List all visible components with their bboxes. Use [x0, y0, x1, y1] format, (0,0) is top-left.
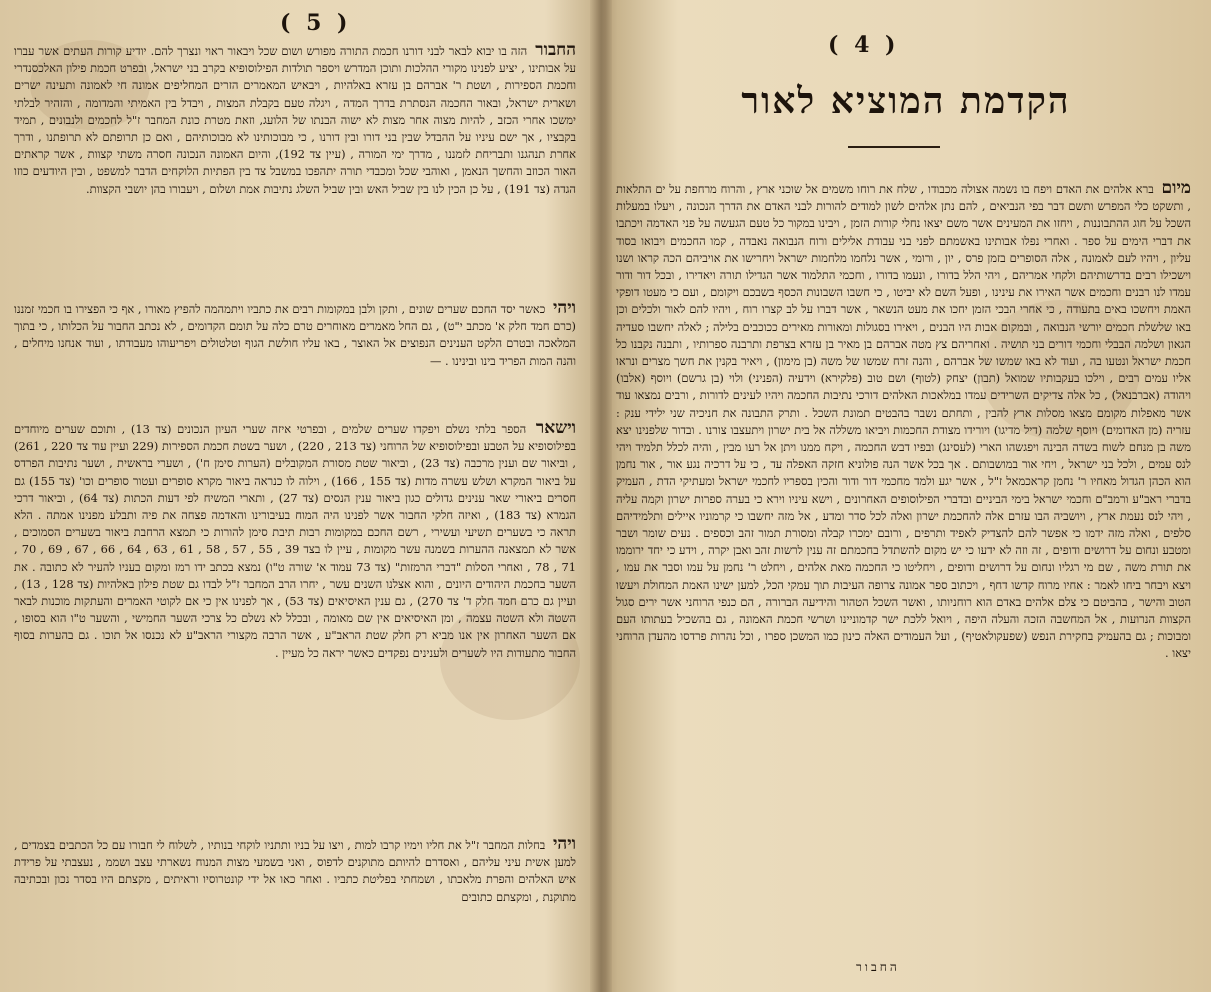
left-page — [0, 0, 596, 992]
paragraph-text: ברא אלהים את האדם ויפח בו נשמה אצולה מכבודו , שלח את רוחו משמים אל שוכני ארץ , והרוח מרחפת על ים התלאות , ותשקט כלי המפרש ותשם דבר בפי הנביאים , להם נתן אלהים לשון למודים להורות לבני האדם את הדרך הנכונה , ויעלו במעלות השכל על חוג ההתבוננות , ויחזו את המעינים אשר משם יצאו נחלי קורות הזמן , ויבינו במקור כל טעם הגעשה על פני האדמה ויכתבו את דברי הימים על ספר . ואחרי נפלו אבותינו באשמתם לפני בני עבודת אלילים ורוח הנבואה נאבדה , קמו החכמים ויבואו בסוד עליון , ויהיו לעם לאמונה , אלה הסופרים בזמן פרס , יון , ורומי , אשר נלחמו מלחמות ישראל ויחרישו את אויביהם הכה קראו ושנו וישכילו רבים בדרשותיהם ולקחי אמריהם , ויהי הלל בדורו , ונעמו בדורו , וחכמי התלמוד אשר הגדילו תורה ויאדירו , ובכל דור ודור עמדו לנו רבנים וחכמים אשר האירו את עינינו , ופעל השם לא יביטו , כי חשבו השבונות הכסף בשבכם ויקומם , ועם כי מעטו דופקי האמת ויחשכו באים בתעודה , כי אחרי הבכי הזמן יחכו את מעט הנשאר , אשר דברו על לב קצרו רוח , ויהיו להם לאור ולכלים וכן באו שלשלת חכמים יורשי הנבואה , ובמקום אבות היו הבנים , ויאירו בסגולות ומאורות מאירים ככוכבים בלילה ; לאלה יחשבו סעדיה הגאון ושלמה הבבלי וחכמי דורים בני תושיה . ואחריהם צץ מטה אברהם בן מאיר בן עזרא בצרפת ותרבנה ספרותיו , ותבנה נקבנו כל חכמת ישראל ונטעו בה , ועוד לא באו שמשו של אברהם , והנה זרח שמשו של משה (בן מימון) , ויאיר בקנין את חשך מצרים ונראו אליו עמים רבים , וילכו בעקבותיו שמואל (תבון) יצחק (לטוף) ושם טוב (פלקירא) וידעיה (הפניני) ולוי (בן גרשם) ויוסף (אלבו) ויהודה (אברבנאל) , כל אלה צדיקים השרידים עמדו במלאכות האלהים דורכי נתיבות החכמה ויהיו לעינים לדורות , ורבים נמצאו עוד אשר מאפלות מקומם מצאו מסלות ארץ להבין , ותחתם נשבר בהבטים תמונת השכל . ותרק התבונה את חניכיה שני ילידי ענק : עזריה (מן האדומים) ויוסף שלמה (דיל מדיגו) ויורידו מצודת החכמות ויביאו משללה אל בית ישרון ויתעצבו צורנו . ובדור שלפנינו יצא משה בן מנחם לשוח בשדה הבינה ויפגשהו הארי (לעסינג) ובפיו דבש החכמה , ויקח ממנו ויתן אל רעו מבין , והיה לכלל תלמיד ויהי לנס עמים , ולכל בני ישראל , ויחי אור במושבותם . אך בכל אשר הנה פולוניא חזקה האפלה עד , כי על דרכיה נגע אור , אור נחמן הוא הכהן הגדול מאחיו ר' נחמן קראכמאל ז"ל , אשר יגע ולמד מחכמי דור ודור והכין בספריו לחכמי ישראל ומעתיקי הדת , העמיק בדברי ראב"ע ורמב"ם וחכמי ישראל בימי הביניים ובדברי הפילוסופים האחרונים , וישא עיניו וירא כי בערה ספרות ישרון וקמה עליה , ויהי לנס נעמת ארץ , ויושביה הבו עזרם אלה להחכמת ישרון ואלה לכל סדר ומדע , אל מזה יחשבו כי קרמוניו איילים ותלמידיהם סלפים , ואלה מזה ידמו כי אפשר להם להצדיק לאפיד ותרפים , ורובם ימכרו קבלה ומסורת תמור זהב וכספים . נעים שומר ושבר ומטבע ונחום על דרושים ודופים , זה וזה לא ידעו כי יש מקום להשתדל בחכמתם זה ענין לרשות זהב ואבן יקרה , וידע כי יחד ירוממו את תורת משה , שם מי רגליו ונחום על דרושים ודופים , ויחליטו כי החכמה מאת אלהים , ויחלט ר' נחמן על עמו וסבר את עמו , ויצא ויבחר ביחו לאמר : אחיו מרוח קדשו דחף , ויכתוב ספר אמונה צרופה העיבות תוך עמקי הכל, למען ישינו האמת המחולת ויעשו הטוב והישר , בהביטם כי צלם אלהים באדם הוא רוחניותו , ואשר השכל הטהור והידיעה הברורה , הם כנפי הרוחני אשר ירים סגול הקצוות הנרועות , אל המחשבה הזכה והעלה היפה , ויואל ללכת ישר קדמוניינו ושרשי חכמת האמונה , גם בהשכיל בעתותו העם ומבוכות ; גם בהעמיק בחקירת הנפש (שפעקולאטיף) , ועל העמודים האלה כינון כמו המשכן ספרו , וכל נהרות פרדסו מהעדן הרוחני יצאו . — [616, 182, 1191, 661]
signature: החבור — [856, 960, 900, 974]
paragraph-lead-word: ויהי — [552, 298, 577, 318]
page-title: הקדמת המוציא לאור — [741, 80, 1071, 122]
page-number: ( 4 ) — [828, 32, 900, 58]
paragraph-lead-word: ויהי — [552, 834, 576, 854]
paragraph — [14, 42, 576, 198]
right-page — [606, 0, 1211, 992]
paragraph — [14, 300, 576, 370]
paragraph-lead-word: החבור — [535, 40, 576, 60]
paragraph-text: בחלות המחבר ז"ל את חליו וימיו קרבו למות , ויצו על בניו ותתניו לוקחי בנותיו , לשלוח לי חבורו עם כל הכתבים בצמדים , למען אשית עיני עליהם , ואסדרם להיותם מתוקנים לדפוס , ואני בשמעי מצות המנוח נשארתי עצב ושממ , נעצבתי על פרידת איש האלהים והפרת מלאכתו , ושמחתי בפליטת כתביו . ואחר כאו אל ידי קונטרוסיו וראיתים , מקצתם היו בסדר נכון ובכתיבה מתוקנת , ומקצתם כתובים — [14, 838, 576, 904]
page-number: ( 5 ) — [280, 10, 352, 36]
paragraph — [14, 836, 576, 906]
paragraph — [616, 180, 1191, 663]
title-divider — [848, 146, 940, 148]
paragraph-text: הזה בו יבוא לבאר לבני דורנו חכמת התורה מפורש ושום שכל ויבאור ראוי ונצרך להם. יודיע קורות העתים אשר עברו על אבותינו , יציע לפנינו מקורי ההלכות ותוכן המדרש ויספר תולדות הפילוסופיא בקרב בני ישראל, ובפרט חכמת פילון האלכסנדרי וחכמת הספירות , ושטת ר' אברהם בן עזרא באלהיות , ויבאיש המאמרים הזרים המחליפים אמונה חי לאמונה ותעינה ישרים ושארית ישראל, ובאור החכמה הנסתרת בדרך המדה , ויגלה טעם בקבלת המצות , ויבדל בין האמיתי והמדומה , והזהיר לבלתי ימשכו אחרי הכזב , להיות מצוה אחר מצות לא ישוה הבנתו של הלועג, וזאת מטרת כונת המחבר ז"ל לחכמים ולנבונים , תמיד בקבציו , אך ישם עיניו על ההבדל שבין בני דורו ובין דורנו , כי מבוכותינו לא מבוכותיהם , ואם כן תרופתם לא תרופתנו , ודרך אחרת תנהגנו ותבריחת לזמננו , מדרך ימי המורה , (עיין צד 192), והיום האמונה הנכונה חסרה משתי קצוות , אשר קראתים האור הכוזב והחשך הנאמן , ואוהבי שכל ומכבדי תורה יתהפכו במשבל צד בין הפתיות הלוקחים הדבר למשפט , ובין היודעים כוזו הגדה (צד 191) , על כן הכין לנו בין שביל האש ובין שביל השלג נתיבות אמת ושלום , ויעבורו בהן יושבי הקצוות. — [14, 44, 576, 196]
paragraph-lead-word: מיום — [1161, 178, 1192, 198]
paragraph — [14, 420, 576, 662]
paragraph-lead-word: וישאר — [535, 418, 576, 438]
paragraph-text: כאשר יסד החכם שערים שונים , ותקן ולבן במקומות רבים את כתביו ויתמהמה להפיץ מאורו , אף כי הפצירו בו חכמי זמננו (כרם חמד חלק א' מכתב י"ט) , גם החל מאמרים מאוחרים טרם כלה על תומם הקדומים , לא נכתב החבור על הכלותו , כי בתוך המלאכה ובטרם הלקט הענינים הנפוצים אל האוצר , באו עליו חולשת הגוף וטלטולים ויפריעוהו מעבודתו , ועוד אנחנו מיחלים , והנה המות הפריד בינו ובינינו . — — [14, 302, 576, 368]
paragraph-text: הספר בלתי נשלם ויפקדו שערים שלמים , ובפרטי איזה שערי העיון הנכונים (צד 13) , ותוכם שערים מיוחדים בפילוסופיא על הטבע ובפילוסופיא של הרוחני (צד 213 , 220) , ושער בשטת חכמת הספירות (229 ועיין עוד צד 220 , 261) , וביאור שם וענין מרכבה (צד 23) , וביאור שטת מסורת המקובלים (הערות סימן ח') , ושערי בראשית , ושער נתיבות הפרדס על ביאור המקרא ושלש עשרה מדות (צד 155 , 166) , וילוה לו כנראה ביאור מקרא סופרים ועטור סופרים וכו' (צד 155) גם חסרים ביאורי שאר ענינים גדולים כגון ביאור ענין הנסים (צד 27) , ותארי המשיח לפי דעות הכתות (צד 64) , וביאור דרכי הגמרא (צד 183) , ואיזה חלקי החבור אשר לפנינו היה המוח בעיבורינו והאדמה פצחה את פיה ותבלע מפנינו אמתה . הלא תראה כי בשערים תשיעי ועשירי , רשם החכם במקומות רבות תיבת סימן להורות כי תמצא הרחבת ביאור בשערים הסמוכים , אשר לא תמצאנה ההערות בשמנה עשר מקומות , עיין לו בצד 39 , 55 , 57 , 58 , 61 , 63 , 64 , 66 , 67 , 69 , 70 , 71 , 78 , ואחרי הסלות "דברי הרמזות" (צד 73 עמוד א' שורה ט"ו) נמצא בכתב ידו רמז ומקום בעניו להעיר לא כתובה . את השער בחכמת היהודים היונים , והוא אצלנו השנים עשר , יחרו הרב המחבר ז"ל לבדו גם שטת פילון באלהיות (צד 128 , 13) , ועיין גם כרם חמד חלק ד' צד 270) , גם ענין האיסיאים (צד 53) , אך לפנינו אין כי אם לקוטי האמרים והעתקות מוכנות לבאר השטה ולא השטה עצמה , ומן האיסיאים אין שם מאומה , ובכלל לא נשלם כל צרכי השער החמישי , והשער ט"ו הוא בסופו , אם השער האחרון אין אנו מביא רק חלק שטת הראב"ע , אשר הרבה מקצורי הראב"ע לא נכנסו אל תוכו . גם בהערות בסוף החבור מתעודות היו לשערים ולענינים נפקדים כאשר יראה כל מעיין . — [14, 422, 577, 660]
